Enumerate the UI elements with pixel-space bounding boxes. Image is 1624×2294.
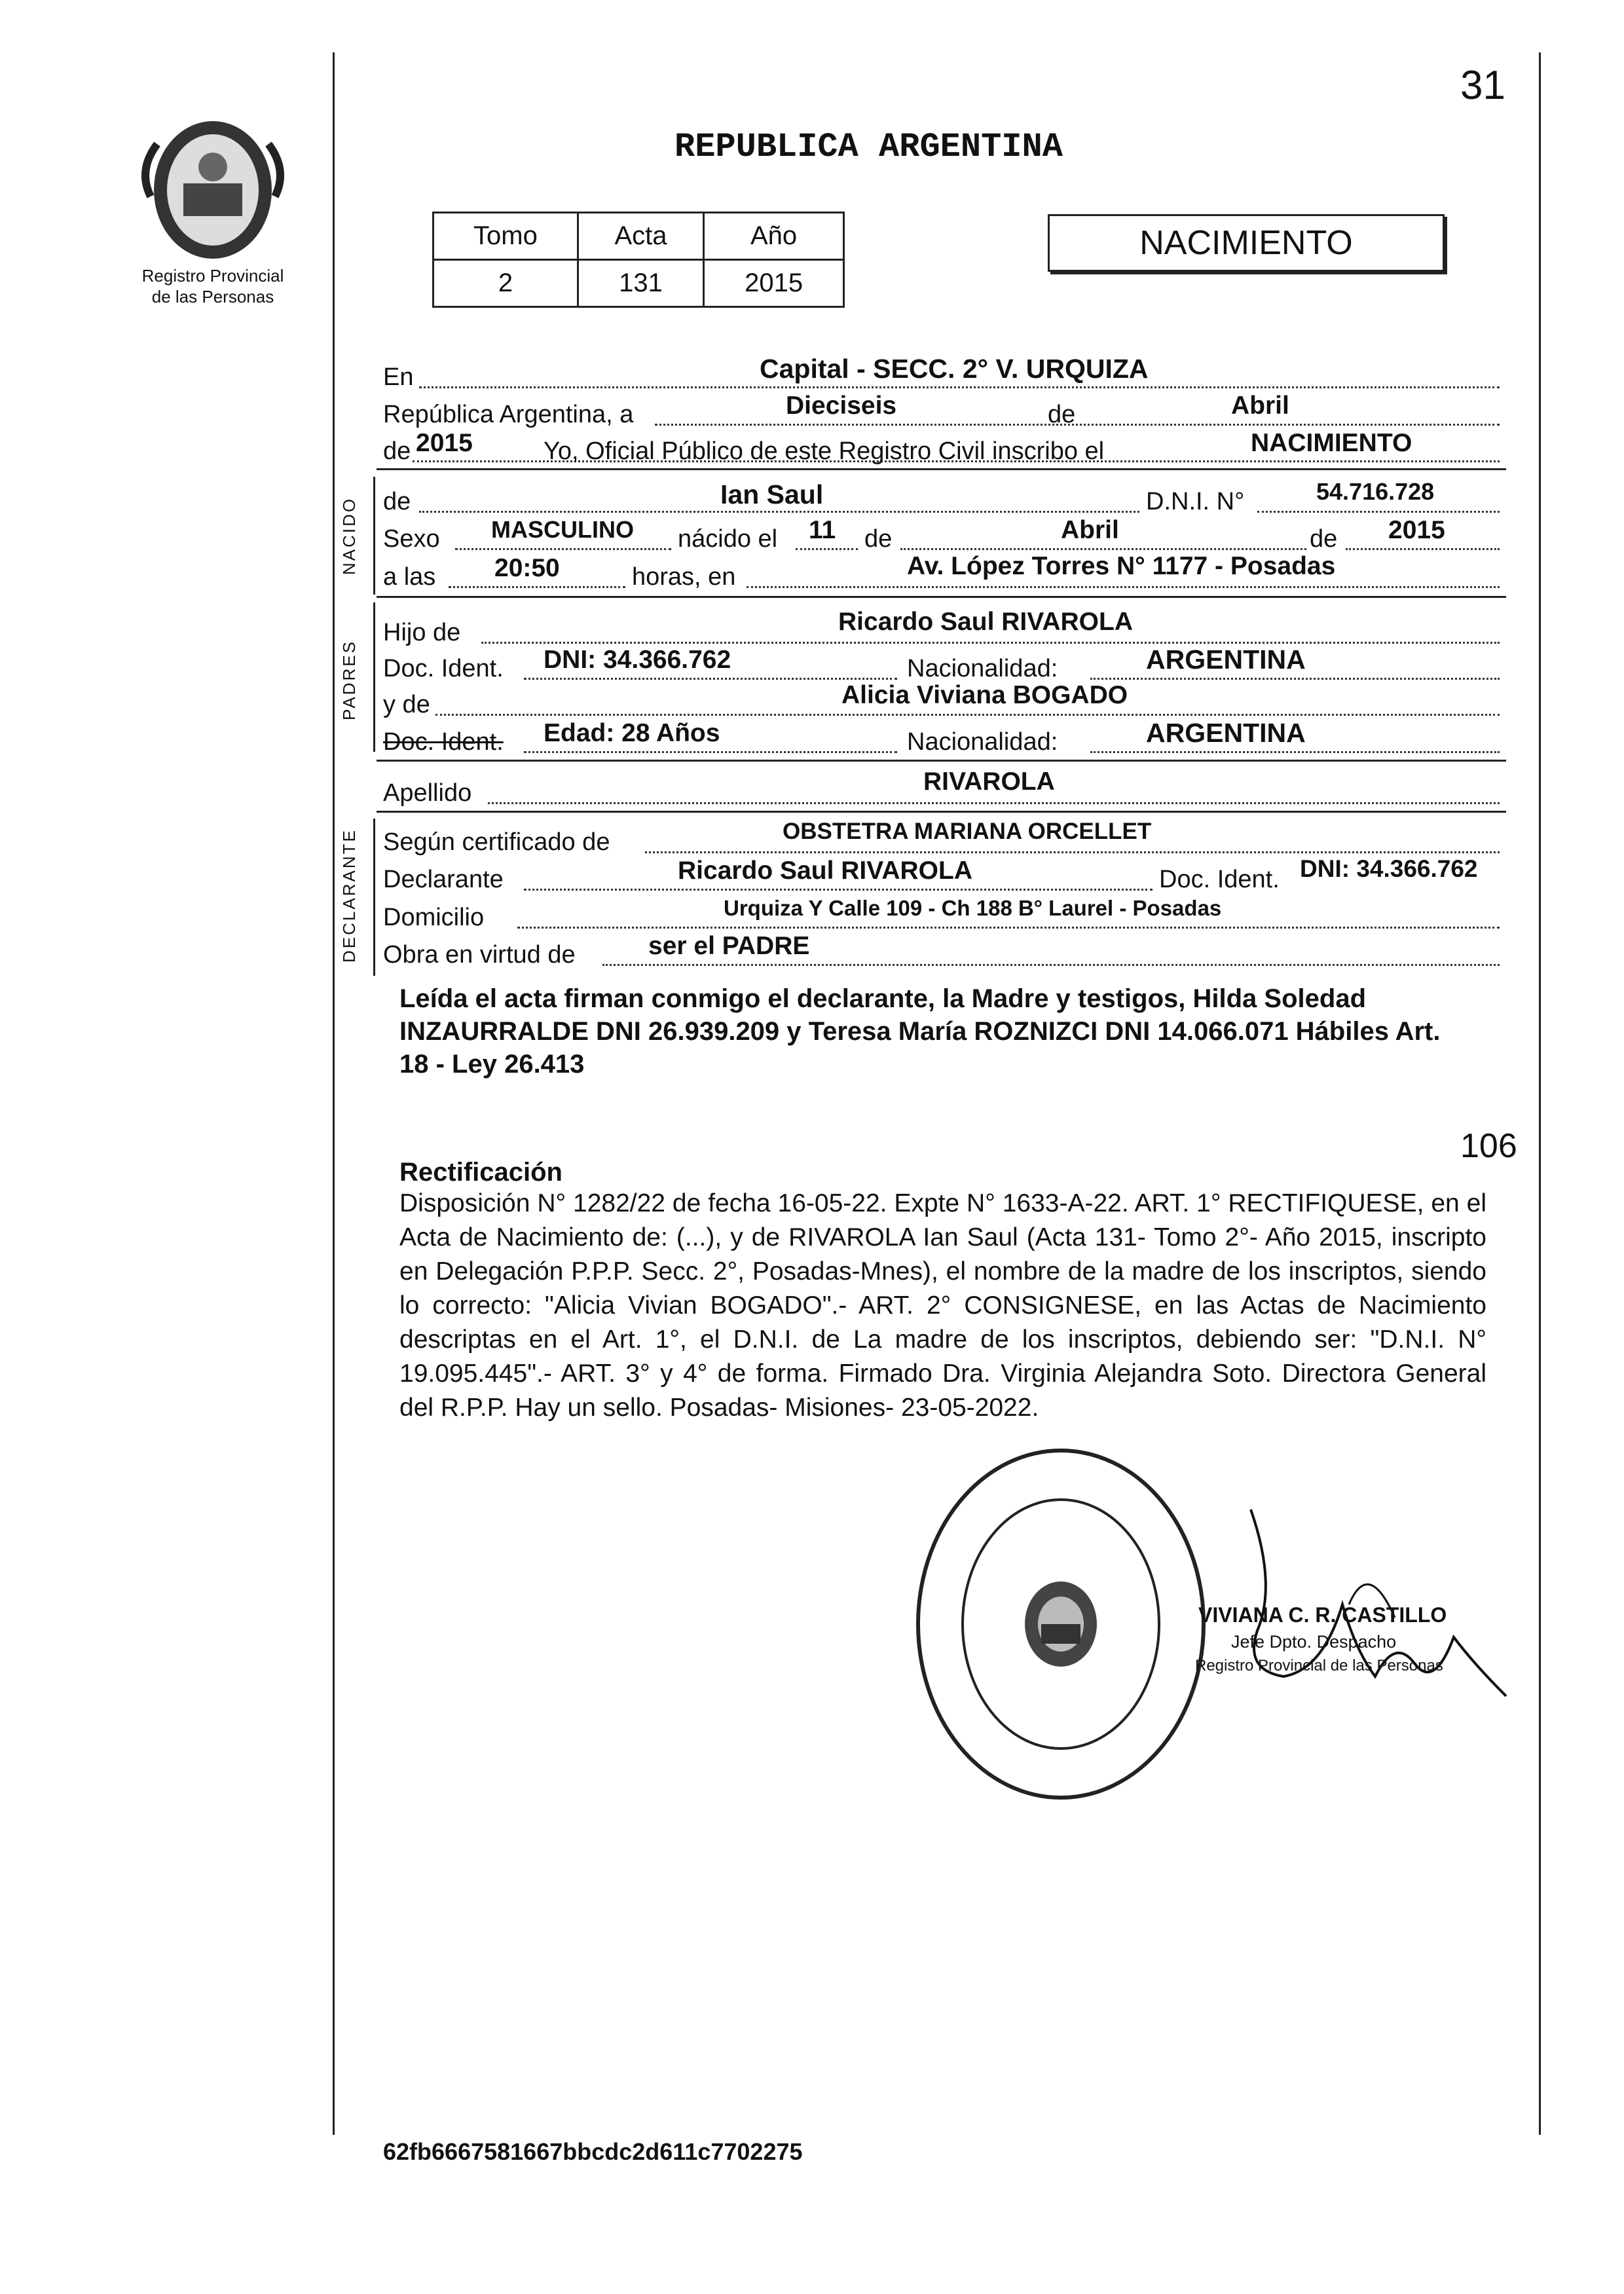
section-declarante: DECLARANTE <box>339 828 359 963</box>
intro-month: Abril <box>1231 392 1289 420</box>
td-tomo: 2 <box>434 260 578 307</box>
cert-value: OBSTETRA MARIANA ORCELLET <box>783 819 1152 844</box>
nacido-de-label: de <box>383 488 411 515</box>
rectificacion-title: Rectificación <box>399 1158 563 1187</box>
republica-label: República Argentina, a <box>383 401 634 428</box>
oficial-text: Yo, Oficial Público de este Registro Civil inscribo el <box>544 437 1105 465</box>
divider-apellido <box>377 811 1506 813</box>
father-nat: ARGENTINA <box>1146 644 1306 675</box>
left-margin-line <box>333 52 335 2135</box>
closing-paragraph: Leída el acta firman conmigo el declarante, la Madre y testigos, Hilda Soledad INZAURRALDE DNI 26.939.209 y Teresa María ROZNIZCI DNI 14.066.071 Hábiles Art. 18 - Ley 26.413 <box>399 984 1441 1079</box>
decl-doc-label: Doc. Ident. <box>1159 866 1280 893</box>
sexo-label: Sexo <box>383 525 440 553</box>
intro-de-label: de <box>1048 401 1076 428</box>
dots-mother <box>435 714 1500 716</box>
dots-month <box>900 548 1306 550</box>
intro-day: Dieciseis <box>786 392 897 420</box>
obra-value: ser el PADRE <box>648 932 810 960</box>
divider-nacido <box>377 596 1506 598</box>
mother-doc-label-struck: Doc. Ident. <box>383 728 504 756</box>
nacido-name: Ian Saul <box>720 479 824 509</box>
dots-dni <box>1257 511 1500 513</box>
yde-label: y de <box>383 691 430 718</box>
dom-label: Domicilio <box>383 904 485 931</box>
cert-label: Según certificado de <box>383 828 610 856</box>
signer-title: Jefe Dpto. Despacho <box>1231 1632 1397 1652</box>
obra-label: Obra en virtud de <box>383 941 576 969</box>
decl-label: Declarante <box>383 866 504 893</box>
dots-dom <box>517 927 1500 929</box>
dots-nacido-name <box>419 511 1139 513</box>
dots-father <box>481 642 1500 644</box>
alas-label: a las <box>383 563 436 591</box>
rectificacion-body: Disposición N° 1282/22 de fecha 16-05-22. Expte N° 1633-A-22. ART. 1° RECTIFIQUESE, en el Acta de Nacimiento de: (...), y de RIVAROLA Ian Saul (Acta 131- Tomo 2°- Año 2015, inscripto en Delegación P.P.P. Secc. 2°, Posadas-Mnes), el nombre de la madre de los inscriptos, siendo lo correcto: "Alicia Vivian BOGADO".- ART. 2° CONSIGNESE, en las Actas de Nacimiento descriptas en el Art. 1°, el D.N.I. de La madre de los inscriptos, debiendo ser: "D.N.I. N° 19.095.445".- ART. 3° y 4° de forma. Firmado Dra. Virginia Alejandra Soto. Directora General del R.P.P. Hay un sello. Posadas- Misiones- 23-05-2022. <box>399 1189 1486 1422</box>
td-anio: 2015 <box>704 260 844 307</box>
padres-bracket <box>373 602 375 752</box>
intro-year: 2015 <box>416 429 473 457</box>
mother-age: Edad: 28 Años <box>544 719 720 747</box>
dots-en <box>419 386 1500 388</box>
nacido-el-label: nácido el <box>678 525 778 553</box>
record-table <box>432 212 845 308</box>
hijo-de-label: Hijo de <box>383 619 461 646</box>
decl-doc: DNI: 34.366.762 <box>1300 855 1478 882</box>
section-padres: PADRES <box>339 640 359 720</box>
nacido-de-label-3: de <box>1310 525 1338 553</box>
horas-label: horas, en <box>632 563 736 591</box>
registry-name-line2: de las Personas <box>151 287 274 306</box>
nacido-address: Av. López Torres N° 1177 - Posadas <box>907 552 1336 580</box>
country-title: REPUBLICA ARGENTINA <box>674 128 1063 166</box>
dots-apellido <box>488 802 1500 804</box>
signer-name: VIVIANA C. R. CASTILLO <box>1198 1603 1447 1627</box>
sexo-value: MASCULINO <box>491 516 634 543</box>
divider-intro <box>377 468 1506 470</box>
intro-de-label2: de <box>383 437 411 465</box>
nacido-month: Abril <box>1061 516 1119 544</box>
act-type-box: NACIMIENTO <box>1048 214 1445 272</box>
th-tomo: Tomo <box>434 213 578 260</box>
th-acta: Acta <box>578 213 703 260</box>
dots-decl <box>524 889 1153 891</box>
nacido-year: 2015 <box>1388 516 1445 544</box>
page-number: 31 <box>1460 63 1505 108</box>
dots-mother-age <box>524 751 897 753</box>
place-value: Capital - SECC. 2° V. URQUIZA <box>760 354 1149 384</box>
rectificacion-number: 106 <box>1460 1127 1517 1165</box>
td-acta: 131 <box>578 260 703 307</box>
right-margin-line <box>1539 52 1541 2135</box>
nacido-bracket <box>373 477 375 595</box>
section-nacido: NACIDO <box>339 496 359 575</box>
father-nat-label: Nacionalidad: <box>907 655 1058 682</box>
dots-republica <box>655 424 1500 426</box>
dots-mother-nat <box>1090 751 1500 753</box>
dots-year <box>1346 548 1500 550</box>
official-stamp <box>910 1441 1211 1807</box>
registry-name-line1: Registro Provincial <box>141 266 284 286</box>
registry-name <box>118 265 308 307</box>
th-anio: Año <box>704 213 844 260</box>
father-doc-label: Doc. Ident. <box>383 655 504 682</box>
apellido-value: RIVAROLA <box>923 768 1055 796</box>
dots-day <box>796 548 858 550</box>
dots-cert <box>645 851 1500 853</box>
mother-nat-label: Nacionalidad: <box>907 728 1058 756</box>
nacido-dni: 54.716.728 <box>1316 478 1435 505</box>
father-name: Ricardo Saul RIVAROLA <box>838 608 1134 636</box>
mother-name: Alicia Viviana BOGADO <box>841 681 1128 709</box>
en-label: En <box>383 363 414 391</box>
declarante-bracket <box>373 819 375 976</box>
dots-obra <box>602 964 1500 966</box>
nacido-day: 11 <box>809 516 836 544</box>
signer-org: Registro Provincial de las Personas <box>1195 1657 1443 1674</box>
intro-act: NACIMIENTO <box>1251 429 1412 457</box>
decl-value: Ricardo Saul RIVAROLA <box>678 857 973 885</box>
dots-father-doc <box>524 678 897 680</box>
province-seal <box>138 111 288 275</box>
dots-time <box>449 586 625 588</box>
dom-value: Urquiza Y Calle 109 - Ch 188 B° Laurel - Posadas <box>724 896 1222 920</box>
dots-sexo <box>455 548 671 550</box>
dots-address <box>747 586 1500 588</box>
dots-father-nat <box>1090 678 1500 680</box>
apellido-label: Apellido <box>383 779 472 807</box>
handwritten-signature <box>1179 1506 1519 1742</box>
divider-padres <box>377 760 1506 762</box>
mother-nat: ARGENTINA <box>1146 718 1306 748</box>
nacido-time: 20:50 <box>494 554 560 582</box>
document-hash: 62fb6667581667bbcdc2d611c7702275 <box>383 2138 803 2165</box>
nacido-de-label-2: de <box>864 525 893 553</box>
dni-label: D.N.I. N° <box>1146 488 1245 515</box>
father-doc: DNI: 34.366.762 <box>544 646 731 674</box>
